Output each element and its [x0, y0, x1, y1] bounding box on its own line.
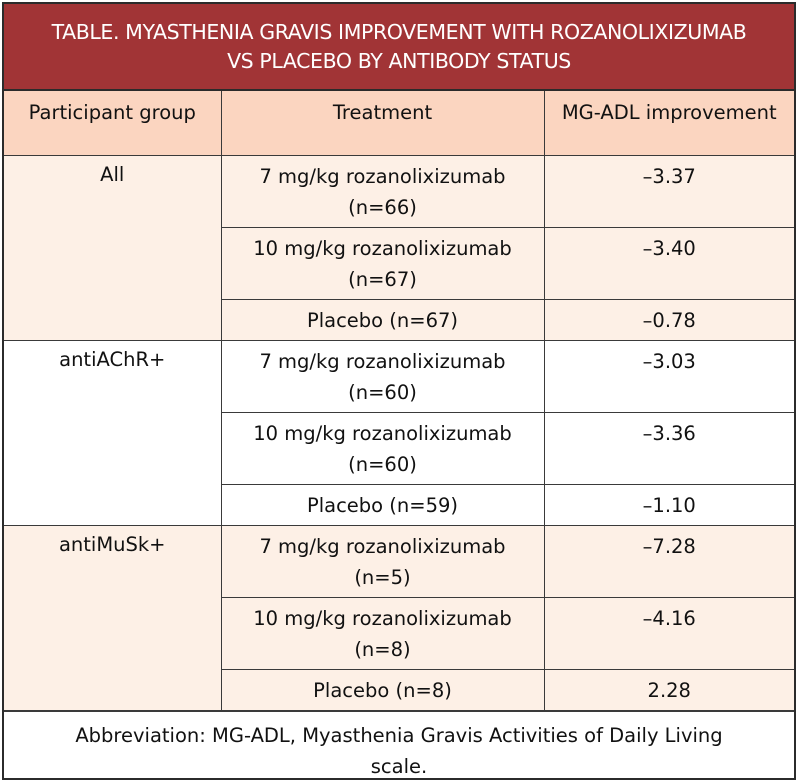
table-row	[4, 525, 794, 597]
treatment-label: 10 mg/kg rozanolixizumab	[253, 606, 512, 630]
group-all	[4, 155, 794, 340]
improvement-value: –3.36	[544, 412, 794, 484]
improvement-value: –0.78	[544, 299, 794, 340]
improvement-value: 2.28	[544, 669, 794, 710]
header-row	[4, 91, 794, 155]
group-antimusk	[4, 525, 794, 710]
footnote-line-2: scale.	[370, 754, 428, 778]
treatment-label: 10 mg/kg rozanolixizumab	[253, 421, 512, 445]
treatment-cell: Placebo (n=59)	[221, 484, 544, 525]
treatment-cell	[221, 412, 544, 484]
table-frame	[2, 2, 796, 780]
treatment-cell	[221, 525, 544, 597]
treatment-cell	[221, 597, 544, 669]
treatment-sample-size: (n=8)	[354, 637, 411, 661]
treatment-label: 10 mg/kg rozanolixizumab	[253, 236, 512, 260]
table-title-line-2: VS PLACEBO BY ANTIBODY STATUS	[227, 49, 571, 73]
group-label: antiAChR+	[4, 340, 221, 525]
treatment-cell	[221, 227, 544, 299]
treatment-sample-size: (n=60)	[348, 452, 417, 476]
treatment-sample-size: (n=66)	[348, 195, 417, 219]
improvement-value: –3.03	[544, 340, 794, 412]
treatment-label: 7 mg/kg rozanolixizumab	[259, 349, 506, 373]
treatment-sample-size: (n=67)	[348, 267, 417, 291]
improvement-value: –3.40	[544, 227, 794, 299]
column-header-mg-adl-improvement: MG-ADL improvement	[544, 91, 794, 155]
results-table	[4, 91, 794, 711]
treatment-label: 7 mg/kg rozanolixizumab	[259, 164, 506, 188]
treatment-label: 7 mg/kg rozanolixizumab	[259, 534, 506, 558]
treatment-cell	[221, 155, 544, 227]
improvement-value: –1.10	[544, 484, 794, 525]
treatment-cell	[221, 340, 544, 412]
treatment-sample-size: (n=5)	[354, 565, 411, 589]
table-title-line-1: TABLE. MYASTHENIA GRAVIS IMPROVEMENT WITH ROZANOLIXIZUMAB	[51, 20, 747, 44]
improvement-value: –7.28	[544, 525, 794, 597]
table-row	[4, 340, 794, 412]
group-label: All	[4, 155, 221, 340]
treatment-cell: Placebo (n=8)	[221, 669, 544, 710]
column-header-treatment: Treatment	[221, 91, 544, 155]
table-footnote	[4, 711, 794, 781]
column-header-participant-group: Participant group	[4, 91, 221, 155]
group-antiachr	[4, 340, 794, 525]
treatment-sample-size: (n=60)	[348, 380, 417, 404]
improvement-value: –4.16	[544, 597, 794, 669]
table-title	[4, 4, 794, 91]
group-label: antiMuSk+	[4, 525, 221, 710]
table-row	[4, 155, 794, 227]
treatment-cell: Placebo (n=67)	[221, 299, 544, 340]
footnote-line-1: Abbreviation: MG-ADL, Myasthenia Gravis Activities of Daily Living	[75, 723, 723, 747]
improvement-value: –3.37	[544, 155, 794, 227]
